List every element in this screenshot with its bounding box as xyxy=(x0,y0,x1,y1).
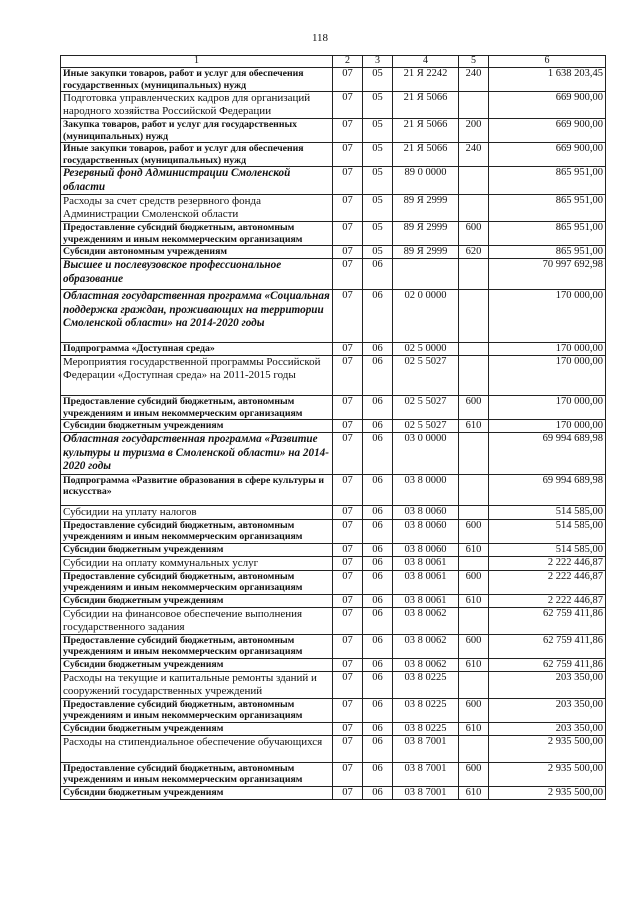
row-target-code: 02 5 5027 xyxy=(393,396,459,420)
row-target-code: 03 8 0060 xyxy=(393,505,459,519)
row-section: 07 xyxy=(333,634,363,658)
row-subsection: 06 xyxy=(363,290,393,343)
table-row xyxy=(61,246,606,259)
row-expense-type: 600 xyxy=(459,570,489,594)
row-amount: 2 935 500,00 xyxy=(489,735,606,762)
row-name: Предоставление субсидий бюджетным, автономным учреждениям и иным некоммерческим организациям xyxy=(61,634,333,658)
row-subsection: 05 xyxy=(363,68,393,92)
row-subsection: 05 xyxy=(363,222,393,246)
row-subsection: 06 xyxy=(363,570,393,594)
row-expense-type: 610 xyxy=(459,594,489,607)
row-target-code: 03 8 0225 xyxy=(393,698,459,722)
table-row xyxy=(61,92,606,119)
table-row xyxy=(61,570,606,594)
row-target-code: 03 8 0225 xyxy=(393,722,459,735)
row-amount: 1 638 203,45 xyxy=(489,68,606,92)
row-subsection: 06 xyxy=(363,433,393,475)
row-name: Областная государственная программа «Развитие культуры и туризма в Смоленской области» на 2014-2020 годы xyxy=(61,433,333,475)
row-section: 07 xyxy=(333,570,363,594)
row-amount: 514 585,00 xyxy=(489,543,606,556)
table-row xyxy=(61,505,606,519)
row-target-code: 21 Я 2242 xyxy=(393,68,459,92)
row-section: 07 xyxy=(333,246,363,259)
row-name: Субсидии бюджетным учреждениям xyxy=(61,722,333,735)
row-amount: 514 585,00 xyxy=(489,519,606,543)
row-target-code: 02 5 5027 xyxy=(393,420,459,433)
row-subsection: 05 xyxy=(363,119,393,143)
row-subsection: 05 xyxy=(363,246,393,259)
row-section: 07 xyxy=(333,68,363,92)
row-name: Субсидии бюджетным учреждениям xyxy=(61,786,333,799)
table-row xyxy=(61,519,606,543)
row-section: 07 xyxy=(333,119,363,143)
row-expense-type xyxy=(459,607,489,634)
table-row xyxy=(61,634,606,658)
row-expense-type: 610 xyxy=(459,420,489,433)
row-name: Предоставление субсидий бюджетным, автономным учреждениям и иным некоммерческим организациям xyxy=(61,519,333,543)
row-target-code: 02 5 5027 xyxy=(393,356,459,396)
row-target-code: 03 8 0061 xyxy=(393,594,459,607)
row-amount: 514 585,00 xyxy=(489,505,606,519)
row-expense-type xyxy=(459,195,489,222)
row-amount: 170 000,00 xyxy=(489,420,606,433)
row-target-code: 03 8 0000 xyxy=(393,474,459,505)
row-section: 07 xyxy=(333,259,363,290)
row-target-code: 89 0 0000 xyxy=(393,167,459,195)
row-subsection: 05 xyxy=(363,195,393,222)
row-section: 07 xyxy=(333,556,363,570)
table-row xyxy=(61,658,606,671)
row-amount: 170 000,00 xyxy=(489,290,606,343)
row-expense-type: 600 xyxy=(459,396,489,420)
row-name: Расходы за счет средств резервного фонда Администрации Смоленской области xyxy=(61,195,333,222)
row-section: 07 xyxy=(333,195,363,222)
row-section: 07 xyxy=(333,722,363,735)
table-row xyxy=(61,735,606,762)
table-row xyxy=(61,543,606,556)
row-expense-type xyxy=(459,433,489,475)
table-row xyxy=(61,68,606,92)
row-expense-type: 600 xyxy=(459,222,489,246)
row-name: Предоставление субсидий бюджетным, автономным учреждениям и иным некоммерческим организациям xyxy=(61,762,333,786)
table-row xyxy=(61,396,606,420)
row-subsection: 06 xyxy=(363,698,393,722)
row-amount: 62 759 411,86 xyxy=(489,634,606,658)
row-name: Резервный фонд Администрации Смоленской области xyxy=(61,167,333,195)
row-expense-type xyxy=(459,92,489,119)
row-subsection: 06 xyxy=(363,634,393,658)
row-subsection: 06 xyxy=(363,356,393,396)
row-target-code: 03 8 0060 xyxy=(393,519,459,543)
column-header: 3 xyxy=(363,56,393,68)
row-subsection: 06 xyxy=(363,722,393,735)
row-name: Подпрограмма «Развитие образования в сфере культуры и искусства» xyxy=(61,474,333,505)
row-target-code: 03 8 7001 xyxy=(393,762,459,786)
column-header: 2 xyxy=(333,56,363,68)
row-subsection: 06 xyxy=(363,396,393,420)
row-amount: 62 759 411,86 xyxy=(489,658,606,671)
row-expense-type xyxy=(459,259,489,290)
row-name: Субсидии на уплату налогов xyxy=(61,505,333,519)
row-section: 07 xyxy=(333,396,363,420)
row-amount: 865 951,00 xyxy=(489,246,606,259)
row-target-code: 02 0 0000 xyxy=(393,290,459,343)
row-expense-type xyxy=(459,343,489,356)
row-subsection: 06 xyxy=(363,671,393,698)
row-name: Областная государственная программа «Социальная поддержка граждан, проживающих на территории Смоленской области» на 2014-2020 годы xyxy=(61,290,333,343)
table-row xyxy=(61,594,606,607)
table-row xyxy=(61,195,606,222)
row-name: Расходы на текущие и капитальные ремонты зданий и сооружений государственных учреждений xyxy=(61,671,333,698)
table-row xyxy=(61,119,606,143)
row-subsection: 06 xyxy=(363,259,393,290)
row-expense-type: 600 xyxy=(459,634,489,658)
row-target-code: 03 8 0061 xyxy=(393,556,459,570)
row-subsection: 05 xyxy=(363,143,393,167)
table-row xyxy=(61,259,606,290)
row-expense-type xyxy=(459,167,489,195)
table-body xyxy=(61,68,606,800)
row-section: 07 xyxy=(333,671,363,698)
column-header: 1 xyxy=(61,56,333,68)
row-amount: 669 900,00 xyxy=(489,92,606,119)
table-row xyxy=(61,762,606,786)
row-subsection: 06 xyxy=(363,543,393,556)
row-amount: 669 900,00 xyxy=(489,143,606,167)
row-amount: 62 759 411,86 xyxy=(489,607,606,634)
row-expense-type xyxy=(459,556,489,570)
row-target-code: 03 0 0000 xyxy=(393,433,459,475)
row-section: 07 xyxy=(333,786,363,799)
table-row xyxy=(61,607,606,634)
row-name: Иные закупки товаров, работ и услуг для обеспечения государственных (муниципальных) нужд xyxy=(61,143,333,167)
table-row xyxy=(61,474,606,505)
table-row xyxy=(61,556,606,570)
row-expense-type: 240 xyxy=(459,68,489,92)
row-amount: 69 994 689,98 xyxy=(489,433,606,475)
row-target-code: 03 8 0062 xyxy=(393,607,459,634)
row-expense-type xyxy=(459,474,489,505)
table-row xyxy=(61,433,606,475)
row-subsection: 06 xyxy=(363,607,393,634)
column-header: 4 xyxy=(393,56,459,68)
row-target-code: 21 Я 5066 xyxy=(393,92,459,119)
row-section: 07 xyxy=(333,543,363,556)
row-expense-type: 600 xyxy=(459,698,489,722)
row-section: 07 xyxy=(333,658,363,671)
row-target-code: 89 Я 2999 xyxy=(393,195,459,222)
row-subsection: 06 xyxy=(363,735,393,762)
row-target-code: 03 8 7001 xyxy=(393,735,459,762)
table-row xyxy=(61,722,606,735)
row-expense-type: 240 xyxy=(459,143,489,167)
row-name: Субсидии на финансовое обеспечение выполнения государственного задания xyxy=(61,607,333,634)
row-target-code: 03 8 0062 xyxy=(393,658,459,671)
row-expense-type: 610 xyxy=(459,722,489,735)
row-amount: 865 951,00 xyxy=(489,222,606,246)
row-amount: 865 951,00 xyxy=(489,167,606,195)
table-row xyxy=(61,698,606,722)
row-expense-type: 610 xyxy=(459,786,489,799)
row-expense-type xyxy=(459,671,489,698)
row-amount: 203 350,00 xyxy=(489,671,606,698)
row-amount: 2 935 500,00 xyxy=(489,762,606,786)
row-target-code: 21 Я 5066 xyxy=(393,119,459,143)
table-row xyxy=(61,343,606,356)
row-expense-type: 610 xyxy=(459,658,489,671)
row-name: Предоставление субсидий бюджетным, автономным учреждениям и иным некоммерческим организациям xyxy=(61,222,333,246)
row-target-code: 03 8 0062 xyxy=(393,634,459,658)
row-name: Подготовка управленческих кадров для организаций народного хозяйства Российской Федерации xyxy=(61,92,333,119)
row-name: Субсидии бюджетным учреждениям xyxy=(61,594,333,607)
row-target-code: 03 8 0061 xyxy=(393,570,459,594)
row-section: 07 xyxy=(333,143,363,167)
row-expense-type xyxy=(459,505,489,519)
row-amount: 170 000,00 xyxy=(489,343,606,356)
row-amount: 203 350,00 xyxy=(489,698,606,722)
row-subsection: 06 xyxy=(363,343,393,356)
row-subsection: 06 xyxy=(363,556,393,570)
table-row xyxy=(61,222,606,246)
row-target-code: 21 Я 5066 xyxy=(393,143,459,167)
row-amount: 2 222 446,87 xyxy=(489,556,606,570)
row-name: Закупка товаров, работ и услуг для государственных (муниципальных) нужд xyxy=(61,119,333,143)
row-section: 07 xyxy=(333,607,363,634)
row-name: Расходы на стипендиальное обеспечение обучающихся xyxy=(61,735,333,762)
row-amount: 70 997 692,98 xyxy=(489,259,606,290)
row-section: 07 xyxy=(333,92,363,119)
table-row xyxy=(61,290,606,343)
row-target-code: 03 8 0060 xyxy=(393,543,459,556)
row-section: 07 xyxy=(333,594,363,607)
row-subsection: 06 xyxy=(363,786,393,799)
row-expense-type: 620 xyxy=(459,246,489,259)
row-expense-type: 600 xyxy=(459,762,489,786)
row-amount: 203 350,00 xyxy=(489,722,606,735)
table-header-row xyxy=(61,56,606,68)
row-amount: 69 994 689,98 xyxy=(489,474,606,505)
page-number: 118 xyxy=(311,32,329,44)
row-target-code: 03 8 0225 xyxy=(393,671,459,698)
row-section: 07 xyxy=(333,290,363,343)
row-amount: 669 900,00 xyxy=(489,119,606,143)
row-name: Субсидии бюджетным учреждениям xyxy=(61,543,333,556)
row-subsection: 06 xyxy=(363,420,393,433)
row-section: 07 xyxy=(333,762,363,786)
row-name: Субсидии бюджетным учреждениям xyxy=(61,658,333,671)
row-subsection: 05 xyxy=(363,92,393,119)
row-amount: 170 000,00 xyxy=(489,356,606,396)
table-row xyxy=(61,143,606,167)
row-section: 07 xyxy=(333,474,363,505)
row-target-code: 89 Я 2999 xyxy=(393,246,459,259)
row-target-code xyxy=(393,259,459,290)
table-row xyxy=(61,786,606,799)
row-name: Субсидии на оплату коммунальных услуг xyxy=(61,556,333,570)
row-target-code: 02 5 0000 xyxy=(393,343,459,356)
table-row xyxy=(61,356,606,396)
row-expense-type xyxy=(459,735,489,762)
row-name: Высшее и послевузовское профессиональное образование xyxy=(61,259,333,290)
row-amount: 2 222 446,87 xyxy=(489,570,606,594)
row-expense-type xyxy=(459,290,489,343)
row-subsection: 06 xyxy=(363,658,393,671)
row-subsection: 05 xyxy=(363,167,393,195)
row-name: Мероприятия государственной программы Российской Федерации «Доступная среда» на 2011-2015 годы xyxy=(61,356,333,396)
row-amount: 170 000,00 xyxy=(489,396,606,420)
row-section: 07 xyxy=(333,356,363,396)
row-name: Предоставление субсидий бюджетным, автономным учреждениям и иным некоммерческим организациям xyxy=(61,698,333,722)
row-expense-type: 610 xyxy=(459,543,489,556)
row-section: 07 xyxy=(333,519,363,543)
row-subsection: 06 xyxy=(363,505,393,519)
column-header: 6 xyxy=(489,56,606,68)
row-amount: 865 951,00 xyxy=(489,195,606,222)
row-target-code: 03 8 7001 xyxy=(393,786,459,799)
row-name: Подпрограмма «Доступная среда» xyxy=(61,343,333,356)
row-name: Иные закупки товаров, работ и услуг для обеспечения государственных (муниципальных) нужд xyxy=(61,68,333,92)
row-expense-type: 200 xyxy=(459,119,489,143)
row-section: 07 xyxy=(333,420,363,433)
column-header: 5 xyxy=(459,56,489,68)
row-name: Предоставление субсидий бюджетным, автономным учреждениям и иным некоммерческим организациям xyxy=(61,570,333,594)
row-section: 07 xyxy=(333,167,363,195)
row-section: 07 xyxy=(333,505,363,519)
row-section: 07 xyxy=(333,698,363,722)
row-subsection: 06 xyxy=(363,519,393,543)
table-row xyxy=(61,671,606,698)
row-subsection: 06 xyxy=(363,762,393,786)
row-section: 07 xyxy=(333,343,363,356)
row-section: 07 xyxy=(333,735,363,762)
row-subsection: 06 xyxy=(363,594,393,607)
row-expense-type: 600 xyxy=(459,519,489,543)
row-name: Субсидии автономным учреждениям xyxy=(61,246,333,259)
row-target-code: 89 Я 2999 xyxy=(393,222,459,246)
table-row xyxy=(61,420,606,433)
row-amount: 2 222 446,87 xyxy=(489,594,606,607)
row-name: Предоставление субсидий бюджетным, автономным учреждениям и иным некоммерческим организациям xyxy=(61,396,333,420)
row-amount: 2 935 500,00 xyxy=(489,786,606,799)
row-expense-type xyxy=(459,356,489,396)
row-subsection: 06 xyxy=(363,474,393,505)
row-section: 07 xyxy=(333,222,363,246)
budget-table xyxy=(60,55,606,800)
row-name: Субсидии бюджетным учреждениям xyxy=(61,420,333,433)
table-row xyxy=(61,167,606,195)
row-section: 07 xyxy=(333,433,363,475)
